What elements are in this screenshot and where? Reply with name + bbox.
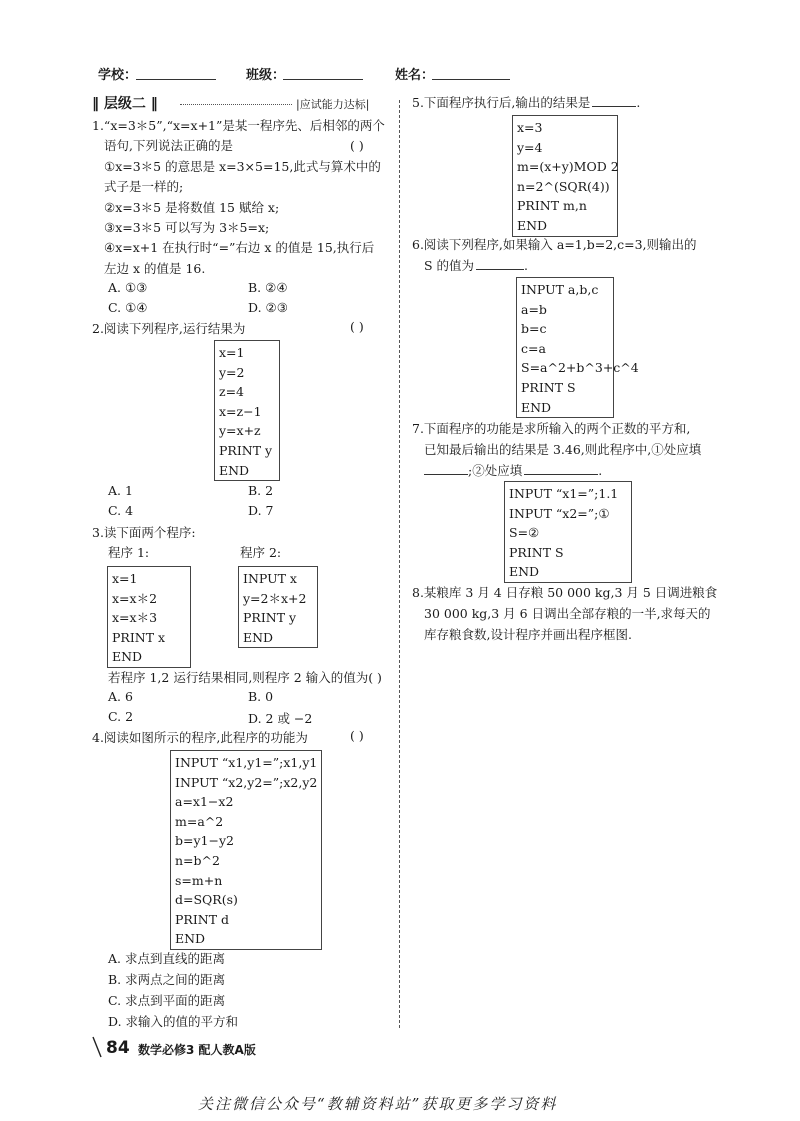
option-b: B. 求两点之间的距离	[108, 972, 226, 987]
program-2-label: 程序 2:	[240, 545, 282, 560]
q5-text: 5.下面程序执行后,输出的结果是	[412, 95, 591, 110]
q2-text: 2.阅读下列程序,运行结果为	[92, 321, 246, 336]
code-line: PRINT S	[509, 544, 564, 560]
q1-line: ②x=3＊5 是将数值 15 赋给 x;	[104, 200, 280, 215]
code-line: END	[517, 217, 548, 233]
code-line: INPUT a,b,c	[521, 282, 599, 297]
school-label: 学校：	[98, 68, 138, 83]
code-line: x=x＊2	[112, 590, 158, 606]
program-1-code-box	[107, 566, 191, 668]
code-line: x=x＊3	[112, 610, 158, 626]
option-c: C. 4	[108, 503, 134, 518]
code-line: S=a^2+b^3+c^4	[521, 360, 639, 376]
code-line: x=1	[112, 571, 138, 586]
q7-line: 7.下面程序的功能是求所输入的两个正数的平方和,	[412, 421, 691, 436]
code-line: b=y1−y2	[175, 833, 234, 849]
q7-line: ;②处应填	[468, 463, 523, 478]
answer-paren: ( )	[350, 319, 364, 334]
code-line: n=b^2	[175, 852, 220, 868]
option-b: B. 0	[248, 689, 274, 704]
option-d: D. 求输入的值的平方和	[108, 1014, 239, 1029]
q1-line: 左边 x 的值是 16.	[104, 261, 206, 276]
code-line: PRINT y	[219, 442, 273, 458]
q1-line: 语句,下列说法正确的是	[104, 138, 233, 153]
q4-code-box	[170, 750, 322, 950]
code-line: m=(x+y)MOD 2	[517, 159, 619, 175]
book-title: 数学必修3 配人教A版	[138, 1043, 256, 1057]
q8-line: 库存粮食数,设计程序并画出程序框图.	[424, 627, 632, 642]
answer-blank	[476, 257, 524, 270]
code-line: a=x1−x2	[175, 794, 234, 810]
answer-blank	[592, 94, 636, 107]
code-line: d=SQR(s)	[175, 892, 238, 908]
section-subtitle: |应试能力达标|	[296, 98, 370, 111]
code-line: S=②	[509, 525, 540, 541]
answer-paren: ( )	[350, 138, 364, 153]
code-line: PRINT m,n	[517, 198, 587, 214]
option-a: A. 1	[108, 483, 133, 498]
q8-line: 30 000 kg,3 月 6 日调出全部存粮的一半,求每天的	[424, 606, 711, 621]
code-line: z=4	[219, 384, 245, 400]
class-blank	[283, 79, 363, 80]
q5-code-box	[512, 115, 618, 237]
school-blank	[136, 79, 216, 80]
code-line: x=3	[517, 120, 543, 135]
answer-blank-2	[524, 462, 598, 475]
section-title: ‖ 层级二 ‖	[92, 96, 158, 112]
page-number: 84	[106, 1038, 130, 1058]
option-a: A. 6	[108, 689, 133, 704]
q8-line: 8.某粮库 3 月 4 日存粮 50 000 kg,3 月 5 日调进粮食	[412, 585, 718, 600]
code-line: y=4	[517, 139, 543, 155]
code-line: END	[243, 629, 274, 645]
option-b: B. 2	[248, 483, 274, 498]
option-b: B. ②④	[248, 280, 288, 295]
code-line: END	[219, 462, 250, 478]
code-line: y=2＊x+2	[243, 590, 307, 606]
code-line: INPUT “x1,y1=”;x1,y1	[175, 755, 318, 770]
code-line: m=a^2	[175, 813, 224, 829]
q1-line: 式子是一样的;	[104, 179, 184, 194]
q1-line: 1.“x=3＊5”,“x=x+1”是某一程序先、后相邻的两个	[92, 118, 385, 133]
section-dots	[180, 104, 292, 105]
code-line: PRINT S	[521, 379, 576, 395]
watermark-text: 关注微信公众号“教辅资料站”获取更多学习资料	[198, 1095, 558, 1113]
code-line: c=a	[521, 340, 546, 356]
code-line: END	[521, 399, 552, 415]
program-2-code-box	[238, 566, 318, 648]
program-1-label: 程序 1:	[108, 545, 150, 560]
option-d: D. 7	[248, 503, 274, 518]
q6-code-box	[516, 277, 639, 418]
option-c: C. 求点到平面的距离	[108, 993, 226, 1008]
option-a: A. 求点到直线的距离	[108, 951, 225, 966]
answer-paren: ( )	[350, 728, 364, 743]
q2-code-box	[214, 340, 280, 481]
q6-line: 6.阅读下列程序,如果输入 a=1,b=2,c=3,则输出的	[412, 237, 697, 252]
code-line: x=1	[219, 345, 245, 360]
q3-question: 若程序 1,2 运行结果相同,则程序 2 输入的值为( )	[108, 670, 382, 685]
code-line: PRINT y	[243, 610, 297, 626]
q6-line: S 的值为	[424, 258, 475, 273]
column-divider	[399, 100, 400, 1028]
page-corner-mark	[90, 1036, 104, 1058]
option-c: C. 2	[108, 709, 134, 724]
option-d: D. 2 或 −2	[248, 711, 313, 726]
code-line: b=c	[521, 321, 547, 337]
code-line: n=2^(SQR(4))	[517, 178, 610, 194]
code-line: END	[112, 649, 143, 665]
name-label: 姓名：	[395, 68, 435, 83]
code-line: y=2	[219, 364, 245, 380]
option-d: D. ②③	[248, 300, 288, 315]
code-line: INPUT “x2=”;①	[509, 505, 610, 521]
code-line: PRINT x	[112, 629, 166, 645]
code-line: INPUT “x2,y2=”;x2,y2	[175, 774, 318, 790]
q1-line: ④x=x+1 在执行时“=”右边 x 的值是 15,执行后	[104, 240, 375, 255]
option-a: A. ①③	[108, 280, 148, 295]
name-blank	[432, 79, 510, 80]
q3-text: 3.读下面两个程序:	[92, 525, 196, 540]
q4-text: 4.阅读如图所示的程序,此程序的功能为	[92, 730, 308, 745]
q7-line: 已知最后输出的结果是 3.46,则此程序中,①处应填	[424, 442, 702, 457]
code-line: x=z−1	[219, 403, 262, 419]
code-line: s=m+n	[175, 872, 223, 888]
code-line: END	[175, 931, 206, 947]
answer-blank-1	[424, 462, 468, 475]
option-c: C. ①④	[108, 300, 148, 315]
code-line: INPUT “x1=”;1.1	[509, 486, 619, 501]
code-line: y=x+z	[219, 423, 261, 439]
q1-line: ③x=3＊5 可以写为 3＊5=x;	[104, 220, 270, 235]
code-line: a=b	[521, 301, 547, 317]
q7-code-box	[504, 481, 632, 583]
code-line: PRINT d	[175, 911, 230, 927]
code-line: INPUT x	[243, 571, 297, 586]
code-line: END	[509, 564, 540, 580]
class-label: 班级：	[246, 68, 286, 83]
q1-line: ①x=3＊5 的意思是 x=3×5=15,此式与算术中的	[104, 159, 381, 174]
